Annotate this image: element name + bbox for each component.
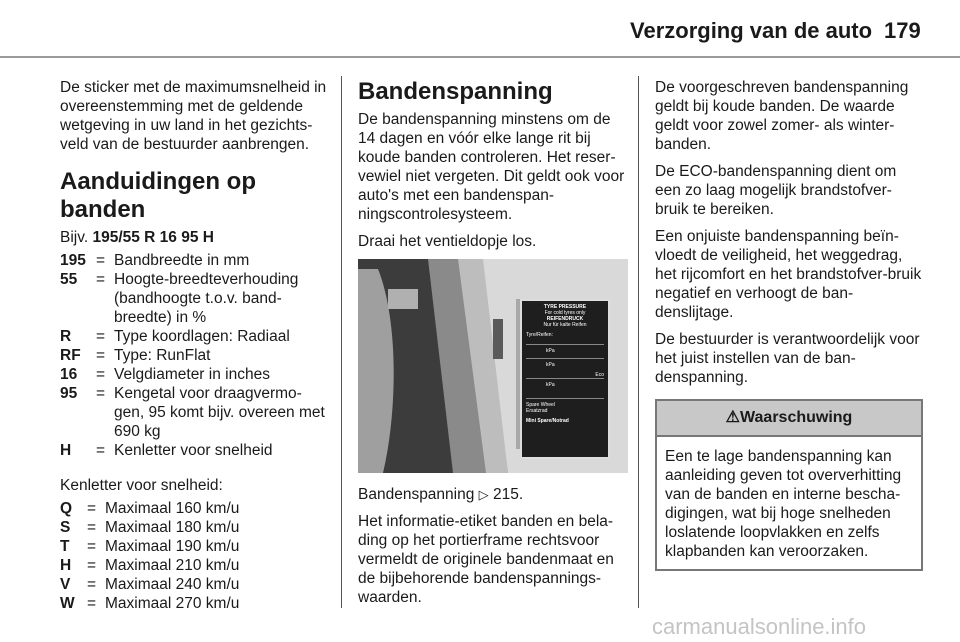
def-term: H	[60, 442, 72, 459]
speed-row	[60, 556, 328, 575]
sticker-pressure-row	[526, 378, 604, 388]
speed-equals: =	[87, 557, 97, 574]
speed-term: S	[60, 519, 71, 536]
column-divider-1	[341, 76, 342, 608]
column-1	[60, 78, 328, 613]
running-header-title: Verzorging van de auto	[630, 18, 873, 43]
def-desc: Kengetal voor draagvermo-gen, 95 komt bijv. overeen met 690 kg	[114, 385, 325, 440]
example-prefix: Bijv.	[60, 229, 89, 246]
speed-equals: =	[87, 595, 97, 612]
watermark: carmanualsonline.info	[652, 614, 867, 639]
def-equals: =	[96, 347, 106, 364]
definition-row	[60, 327, 328, 346]
def-term: 95	[60, 385, 78, 402]
sticker-pressure-row	[526, 344, 604, 354]
def-desc: Hoogte-breedteverhouding (bandhoogte t.o.v. band-breedte) in %	[114, 271, 299, 326]
sticker-title-en: TYRE PRESSURE	[543, 304, 587, 310]
column-3	[655, 78, 923, 571]
cold-tire-paragraph: De voorgeschreven bandenspanning geldt bij koude banden. De waarde geldt voor zowel zomer- als winter-banden.	[655, 79, 909, 153]
def-term: R	[60, 328, 72, 345]
sticker-row-label: Tyre/Reifen:	[526, 332, 553, 338]
definition-row	[60, 384, 328, 441]
example-code: 195/55 R 16 95 H	[92, 229, 214, 246]
sticker-unit: kPa	[546, 362, 555, 368]
speed-term: W	[60, 595, 75, 612]
warning-header	[657, 401, 921, 437]
speed-desc: Maximaal 160 km/u	[105, 500, 240, 517]
warning-triangle-icon: ⚠	[725, 409, 741, 426]
door-frame-sticker-photo	[358, 259, 628, 473]
page-number: 179	[884, 18, 921, 43]
def-term: RF	[60, 347, 81, 364]
speed-desc: Maximaal 180 km/u	[105, 519, 240, 536]
sticker-pressure-row	[526, 358, 604, 368]
sticker-unit: kPa	[546, 382, 555, 388]
def-desc: Type koordlagen: Radiaal	[114, 328, 290, 345]
def-term: 195	[60, 252, 86, 269]
definition-row	[60, 251, 328, 270]
speed-row	[60, 518, 328, 537]
eco-pressure-paragraph: De ECO-bandenspanning dient om een zo laag mogelijk brandstofver-bruik te bereiken.	[655, 163, 897, 218]
section-heading-tire-pressure: Bandenspanning	[358, 78, 553, 105]
pressure-reference	[358, 485, 628, 504]
definition-row	[60, 365, 328, 384]
def-equals: =	[96, 366, 106, 383]
speed-row	[60, 499, 328, 518]
section-heading-tire-markings: Aanduidingen op banden	[60, 168, 256, 223]
speed-row	[60, 575, 328, 594]
def-equals: =	[96, 271, 106, 288]
def-desc: Type: RunFlat	[114, 347, 211, 364]
speed-intro: Kenletter voor snelheid:	[60, 477, 223, 494]
def-desc: Bandbreedte in mm	[114, 252, 250, 269]
def-term: 16	[60, 366, 78, 383]
sticker-paragraph: De sticker met de maximumsnelheid in overeenstemming met de geldende wetgeving in uw land in het gezichts-veld van de bestuurder aanbrengen.	[60, 79, 327, 153]
sticker-eco: Eco	[595, 372, 604, 378]
column-2	[358, 78, 628, 615]
sticker-title-de: REIFENDRUCK	[546, 316, 584, 322]
speed-term: H	[60, 557, 72, 574]
speed-equals: =	[87, 519, 97, 536]
def-term: 55	[60, 271, 78, 288]
speed-desc: Maximaal 240 km/u	[105, 576, 240, 593]
def-desc: Velgdiameter in inches	[114, 366, 270, 383]
speed-equals: =	[87, 576, 97, 593]
speed-desc: Maximaal 190 km/u	[105, 538, 240, 555]
speed-definitions	[60, 499, 328, 613]
info-label-paragraph: Het informatie-etiket banden en bela-ding op het portierframe rechtsvoor vermeldt de originele bandenmaat en de bijbehorende bandenspannings-waarden.	[358, 513, 614, 606]
def-desc: Kenletter voor snelheid	[114, 442, 273, 459]
warning-title: Waarschuwing	[740, 409, 853, 426]
speed-row	[60, 594, 328, 613]
def-equals: =	[96, 252, 106, 269]
speed-term: Q	[60, 500, 73, 517]
driver-responsibility-paragraph: De bestuurder is verantwoordelijk voor het juist instellen van de ban-denspanning.	[655, 331, 920, 386]
definition-row	[60, 270, 328, 327]
speed-row	[60, 537, 328, 556]
speed-term: V	[60, 576, 71, 593]
speed-desc: Maximaal 210 km/u	[105, 557, 240, 574]
sticker-spare-label-de: Ersatzrad	[526, 408, 548, 414]
sticker-spare-label: Spare Wheel	[526, 398, 604, 408]
speed-term: T	[60, 538, 70, 555]
tire-pressure-sticker	[520, 299, 610, 459]
tire-code-definitions	[60, 251, 328, 460]
sticker-unit: kPa	[546, 348, 555, 354]
def-equals: =	[96, 442, 106, 459]
definition-row	[60, 346, 328, 365]
sticker-mini-spare: Mini Spare/Notrad	[526, 418, 569, 424]
def-equals: =	[96, 328, 106, 345]
pressure-reference-text: Bandenspanning	[358, 486, 475, 503]
valve-cap-paragraph: Draai het ventieldopje los.	[358, 233, 537, 250]
speed-equals: =	[87, 538, 97, 555]
incorrect-pressure-paragraph: Een onjuiste bandenspanning beïn-vloedt de veiligheid, het weggedrag, het rijcomfort en het brandstofver-bruik negatief en verhoogt de ban-denslijtage.	[655, 228, 922, 321]
speed-desc: Maximaal 270 km/u	[105, 595, 240, 612]
column-divider-2	[638, 76, 639, 608]
sticker-subtitle-de: Nur für kalte Reifen	[543, 322, 587, 328]
pressure-reference-page: 215.	[492, 486, 524, 503]
warning-box	[655, 399, 923, 571]
def-equals: =	[96, 385, 106, 402]
example-line	[60, 228, 328, 247]
warning-text: Een te lage bandenspanning kan aanleiding geven tot oververhitting van de banden en interne bescha-digingen, wat bij hoge snelheden loslatende loopvlakken en zelfs klapbanden kan veroorzaken.	[665, 448, 902, 560]
page-reference-icon: ▷	[478, 487, 489, 502]
pressure-check-paragraph: De bandenspanning minstens om de 14 dagen en vóór elke lange rit bij koude banden controleren. Het reser-vewiel niet vergeten. Dit geldt ook voor auto's met een bandenspan-ningscontrolesysteem.	[358, 111, 625, 223]
sticker-subtitle-en: For cold tyres only	[544, 310, 586, 316]
speed-equals: =	[87, 500, 97, 517]
header-divider	[0, 56, 960, 58]
definition-row	[60, 441, 328, 460]
